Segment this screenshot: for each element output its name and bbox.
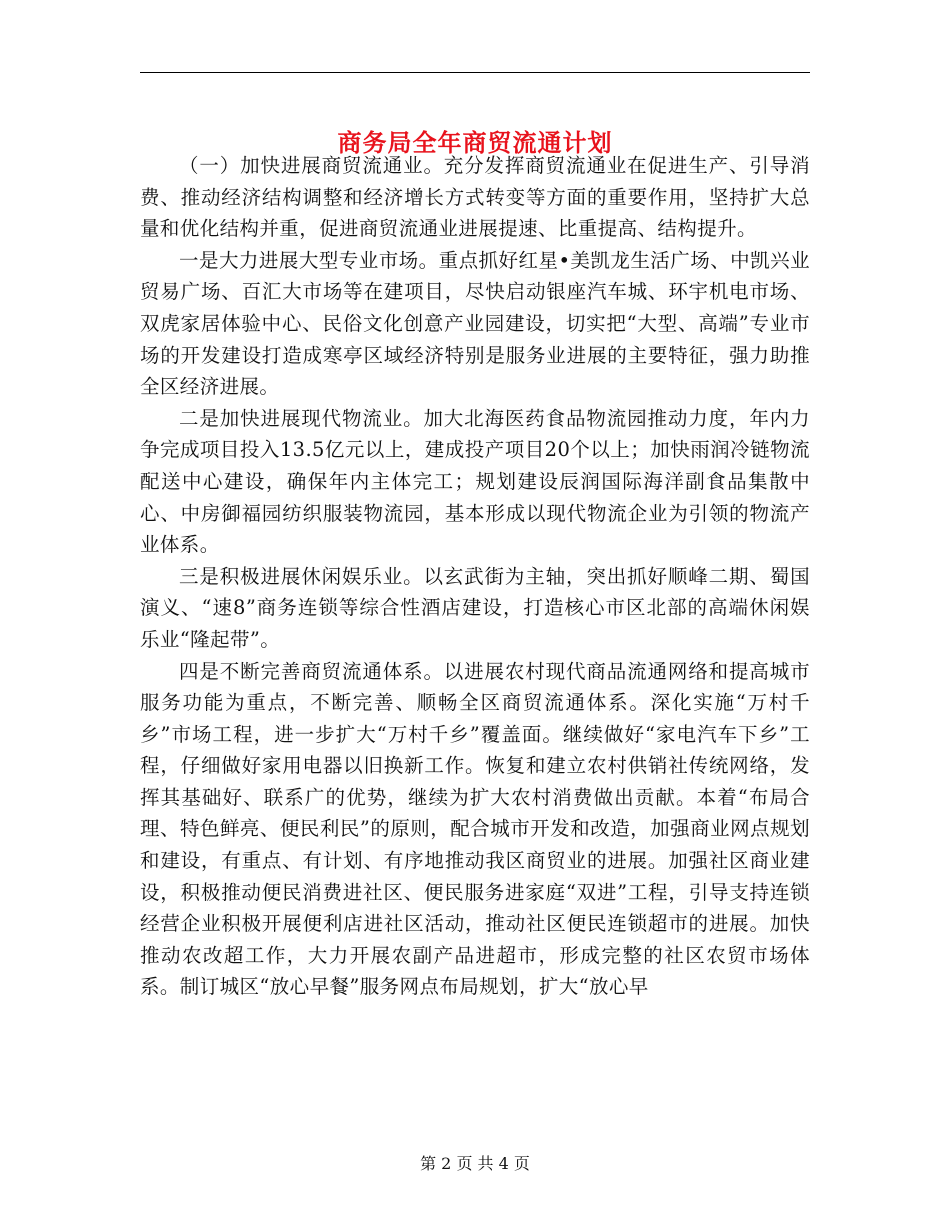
paragraph-leisure: 三是积极进展休闲娱乐业。以玄武街为主轴，突出抓好顺峰二期、蜀国演义、“速8”商务连锁等综合性酒店建设，打造核心市区北部的高端休闲娱乐业“隆起带”。: [140, 564, 810, 651]
paragraph-markets: 一是大力进展大型专业市场。重点抓好红星•美凯龙生活广场、中凯兴业贸易广场、百汇大市场等在建项目，尽快启动银座汽车城、环宇机电市场、双虎家居体验中心、民俗文化创意产业园建设，切实把“大型、高端”专业市场的开发建设打造成寒亭区域经济特别是服务业进展的主要特征，强力助推全区经济进展。: [140, 248, 810, 399]
document-title: 商务局全年商贸流通计划: [337, 129, 613, 158]
page-number-footer: 第 2 页 共 4 页: [420, 1154, 530, 1173]
document-body: [140, 150, 810, 1003]
paragraph-intro: （一）加快进展商贸流通业。充分发挥商贸流通业在促进生产、引导消费、推动经济结构调整和经济增长方式转变等方面的重要作用，坚持扩大总量和优化结构并重，促进商贸流通业进展提速、比重提高、结构提升。: [140, 154, 810, 241]
header-rule: [140, 72, 810, 73]
paragraph-logistics: 二是加快进展现代物流业。加大北海医药食品物流园推动力度，年内力争完成项目投入13.5亿元以上，建成投产项目20个以上；加快雨润冷链物流配送中心建设，确保年内主体完工；规划建设辰润国际海洋副食品集散中心、中房御福园纺织服装物流园，基本形成以现代物流企业为引领的物流产业体系。: [140, 406, 810, 557]
paragraph-commerce-system: 四是不断完善商贸流通体系。以进展农村现代商品流通网络和提高城市服务功能为重点，不断完善、顺畅全区商贸流通体系。深化实施“万村千乡”市场工程，进一步扩大“万村千乡”覆盖面。继续做好“家电汽车下乡”工程，仔细做好家用电器以旧换新工作。恢复和建立农村供销社传统网络，发挥其基础好、联系广的优势，继续为扩大农村消费做出贡献。本着“布局合理、特色鲜亮、便民利民”的原则，配合城市开发和改造，加强商业网点规划和建设，有重点、有计划、有序地推动我区商贸业的进展。加强社区商业建设，积极推动便民消费进社区、便民服务进家庭“双进”工程，引导支持连锁经营企业积极开展便利店进社区活动，推动社区便民连锁超市的进展。加快推动农改超工作，大力开展农副产品进超市，形成完整的社区农贸市场体系。制订城区“放心早餐”服务网点布局规划，扩大“放心早: [140, 659, 810, 999]
